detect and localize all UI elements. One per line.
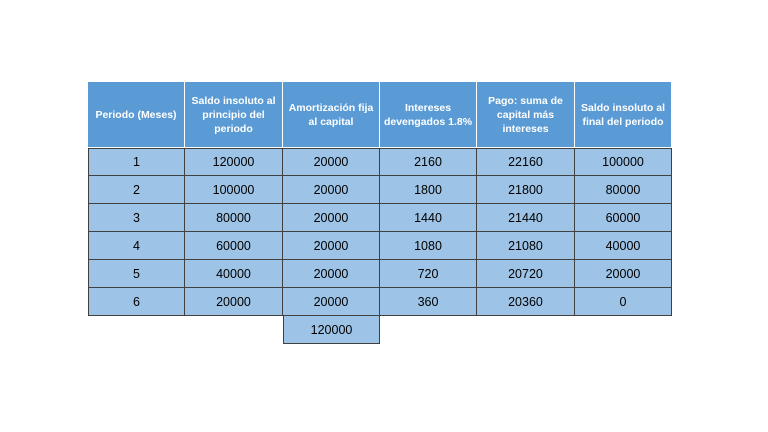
cell-periodo: 1	[88, 148, 185, 176]
cell-saldo-final: 20000	[575, 260, 672, 288]
cell-amortizacion: 20000	[283, 148, 380, 176]
total-amortization-cell: 120000	[283, 316, 380, 344]
cell-saldo-final: 0	[575, 288, 672, 316]
cell-intereses: 2160	[380, 148, 477, 176]
cell-intereses: 360	[380, 288, 477, 316]
cell-pago: 21080	[477, 232, 575, 260]
cell-periodo: 5	[88, 260, 185, 288]
cell-saldo-inicial: 120000	[185, 148, 283, 176]
cell-periodo: 6	[88, 288, 185, 316]
cell-saldo-final: 60000	[575, 204, 672, 232]
header-pago: Pago: suma de capital más intereses	[477, 82, 575, 148]
cell-saldo-inicial: 80000	[185, 204, 283, 232]
cell-pago: 21800	[477, 176, 575, 204]
amortization-table	[88, 82, 672, 344]
cell-amortizacion: 20000	[283, 260, 380, 288]
header-intereses: Intereses devengados 1.8%	[380, 82, 477, 148]
cell-intereses: 1800	[380, 176, 477, 204]
cell-saldo-inicial: 20000	[185, 288, 283, 316]
cell-amortizacion: 20000	[283, 204, 380, 232]
cell-saldo-final: 80000	[575, 176, 672, 204]
cell-pago: 20360	[477, 288, 575, 316]
header-periodo: Periodo (Meses)	[88, 82, 185, 148]
cell-saldo-final: 100000	[575, 148, 672, 176]
cell-intereses: 1440	[380, 204, 477, 232]
cell-pago: 21440	[477, 204, 575, 232]
cell-amortizacion: 20000	[283, 232, 380, 260]
cell-intereses: 720	[380, 260, 477, 288]
cell-saldo-inicial: 40000	[185, 260, 283, 288]
header-amortizacion: Amortización fija al capital	[283, 82, 380, 148]
cell-saldo-inicial: 60000	[185, 232, 283, 260]
cell-saldo-final: 40000	[575, 232, 672, 260]
cell-periodo: 3	[88, 204, 185, 232]
cell-periodo: 2	[88, 176, 185, 204]
cell-intereses: 1080	[380, 232, 477, 260]
cell-amortizacion: 20000	[283, 176, 380, 204]
cell-pago: 22160	[477, 148, 575, 176]
header-saldo-final: Saldo insoluto al final del periodo	[575, 82, 672, 148]
header-saldo-inicial: Saldo insoluto al principio del periodo	[185, 82, 283, 148]
cell-periodo: 4	[88, 232, 185, 260]
cell-saldo-inicial: 100000	[185, 176, 283, 204]
cell-pago: 20720	[477, 260, 575, 288]
cell-amortizacion: 20000	[283, 288, 380, 316]
